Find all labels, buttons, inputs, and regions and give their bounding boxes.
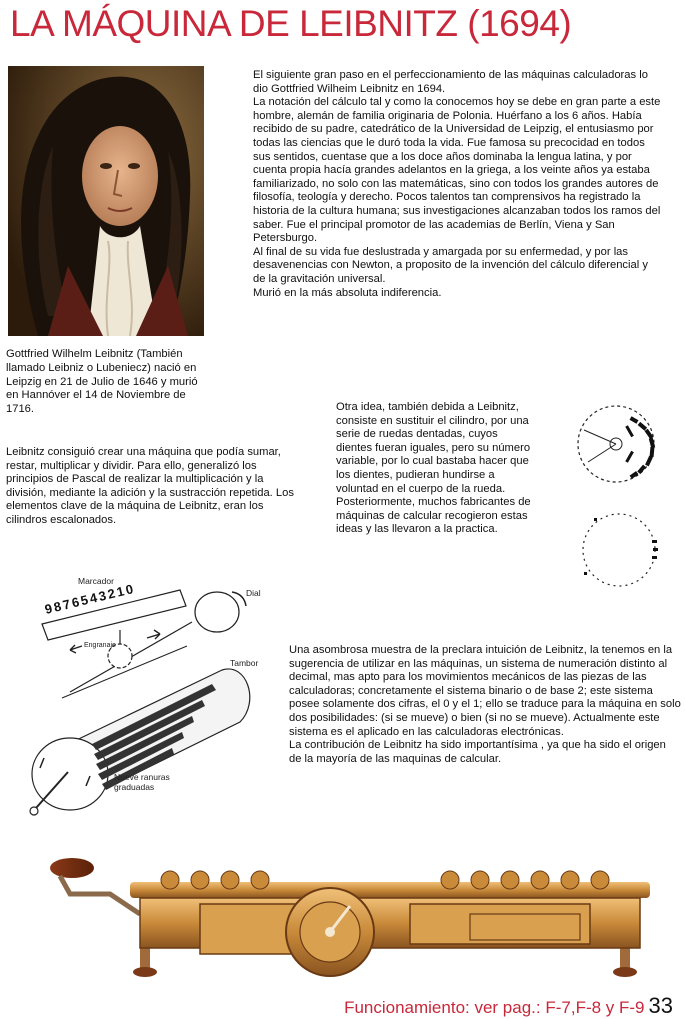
- digit-9: 9: [43, 600, 56, 617]
- binary-paragraph-2: La contribución de Leibnitz ha sido importantísima , ya que ha sido el origen de la mayoría de las maquinas de calcular.: [289, 739, 666, 765]
- label-engranaje: Engranaje: [84, 642, 116, 649]
- page-title: LA MÁQUINA DE LEIBNITZ (1694): [10, 3, 572, 44]
- label-marcador: Marcador: [78, 576, 114, 586]
- digit-1: 1: [115, 582, 128, 600]
- machine-photo: [30, 854, 670, 979]
- label-ranuras: Nueve ranuras graduadas: [114, 772, 170, 792]
- stepped-drum-diagram: [22, 572, 282, 822]
- digit-8: 8: [52, 598, 65, 615]
- digit-2: 2: [106, 585, 119, 602]
- footer: [344, 993, 673, 1019]
- binary-text: [289, 644, 681, 766]
- footer-text: Funcionamiento: ver pag.: F-7,F-8 y F-9: [344, 998, 645, 1017]
- portrait-caption: Gottfried Wilhelm Leibnitz (También llamado Leibniz o Lubeniecz) nació en Leipzig en 21 de Julio de 1646 y murió en Hannóver el 14 de Noviembre de 1716.: [6, 348, 198, 416]
- binary-paragraph-1: Una asombrosa muestra de la preclara intuición de Leibnitz, la tenemos en la sugerencia de utilizar en las máquinas, un sistema de numeración distinto al decimal, mas apto para los movimientos mecánicos de las piezas de las calculadoras; concretamente el sistema binario o de base 2; este sistema posee solamente dos cifras, el 0 y el 1; ello se traduce para la máquina en solo dos posibilidades: (si se mueve) o bien (si no se mueve). Actualmente este sistema es el aplicado en las calculadoras electrónicas.: [289, 644, 681, 738]
- machine-text: Leibnitz consiguió crear una máquina que podía sumar, restar, multiplicar y dividir. Para ello, generalizó los principios de Pascal de realizar la multiplicación y la división, mediante la adición y la sustracción repetida. Los elementos clave de la máquina de Leibnitz, eran los cilindros escalonados.: [6, 446, 294, 526]
- page-number: 33: [648, 993, 673, 1018]
- intro-text: [253, 69, 661, 300]
- digit-7: 7: [61, 595, 74, 613]
- digit-6: 6: [70, 593, 83, 611]
- pinwheel-drawing: [564, 400, 674, 590]
- intro-paragraph-1: El siguiente gran paso en el perfeccionamiento de las máquinas calculadoras lo dio Gottfried Wilheim Leibnitz en 1694.: [253, 69, 648, 95]
- portrait-drawing: [8, 66, 204, 336]
- digit-5: 5: [79, 591, 92, 609]
- label-dial: Dial: [246, 588, 261, 598]
- portrait-image: [8, 66, 204, 336]
- intro-paragraph-4: Murió en la más absoluta indiferencia.: [253, 286, 442, 299]
- wheels-text: Otra idea, también debida a Leibnitz, consiste en sustituir el cilindro, por una serie de ruedas dentadas, cuyos dientes fueran iguales, pero su número variable, por lo cual bastaba hacer que los dientes, pudieran hundirse a voluntad en el cuerpo de la rueda. Posteriormente, muchos fabricantes de máquinas de calcular recogieron estas ideas y las llevaron a la practica.: [336, 401, 531, 536]
- intro-paragraph-2: La notación del cálculo tal y como la conocemos hoy se debe en gran parte a este hombre, alemán de familia originaria de Polonia. Huérfano a los 6 años. Había recibido de su padre, catedrático de la Universidad de Leipzig, el entusiasmo por todas las ciencias que le duró toda la vida. Fue famosa su precocidad en todos sus sentidos, cuentase que a los doce años dominaba la lengua latina, y por cuenta propia hacía grandes adelantos en la griega, a los veinte años ya estaba familiarizado, no solo con las matemáticas, sino con todos los grandes autores de filosofía, teología y derecho. Pocos talentos tan comprensivos ha registrado la historia de la cultura humana; sus investigaciones alcanzaban todos los ramos del saber. Fue el principal promotor de las academias de Berlín, Viena y San Petersburgo.: [253, 96, 661, 245]
- digit-3: 3: [97, 587, 110, 604]
- machine-drawing: [30, 854, 670, 979]
- intro-paragraph-3: Al final de su vida fue deslustrada y amargada por su enfermedad, y por las desavenencias con Newton, a proposito de la invención del cálculo diferencial y de la gravitación universal.: [253, 245, 648, 285]
- pinwheel-illustrations: [564, 400, 674, 590]
- digit-0: 0: [124, 580, 137, 598]
- label-tambor: Tambor: [230, 658, 259, 668]
- digit-4: 4: [88, 589, 101, 607]
